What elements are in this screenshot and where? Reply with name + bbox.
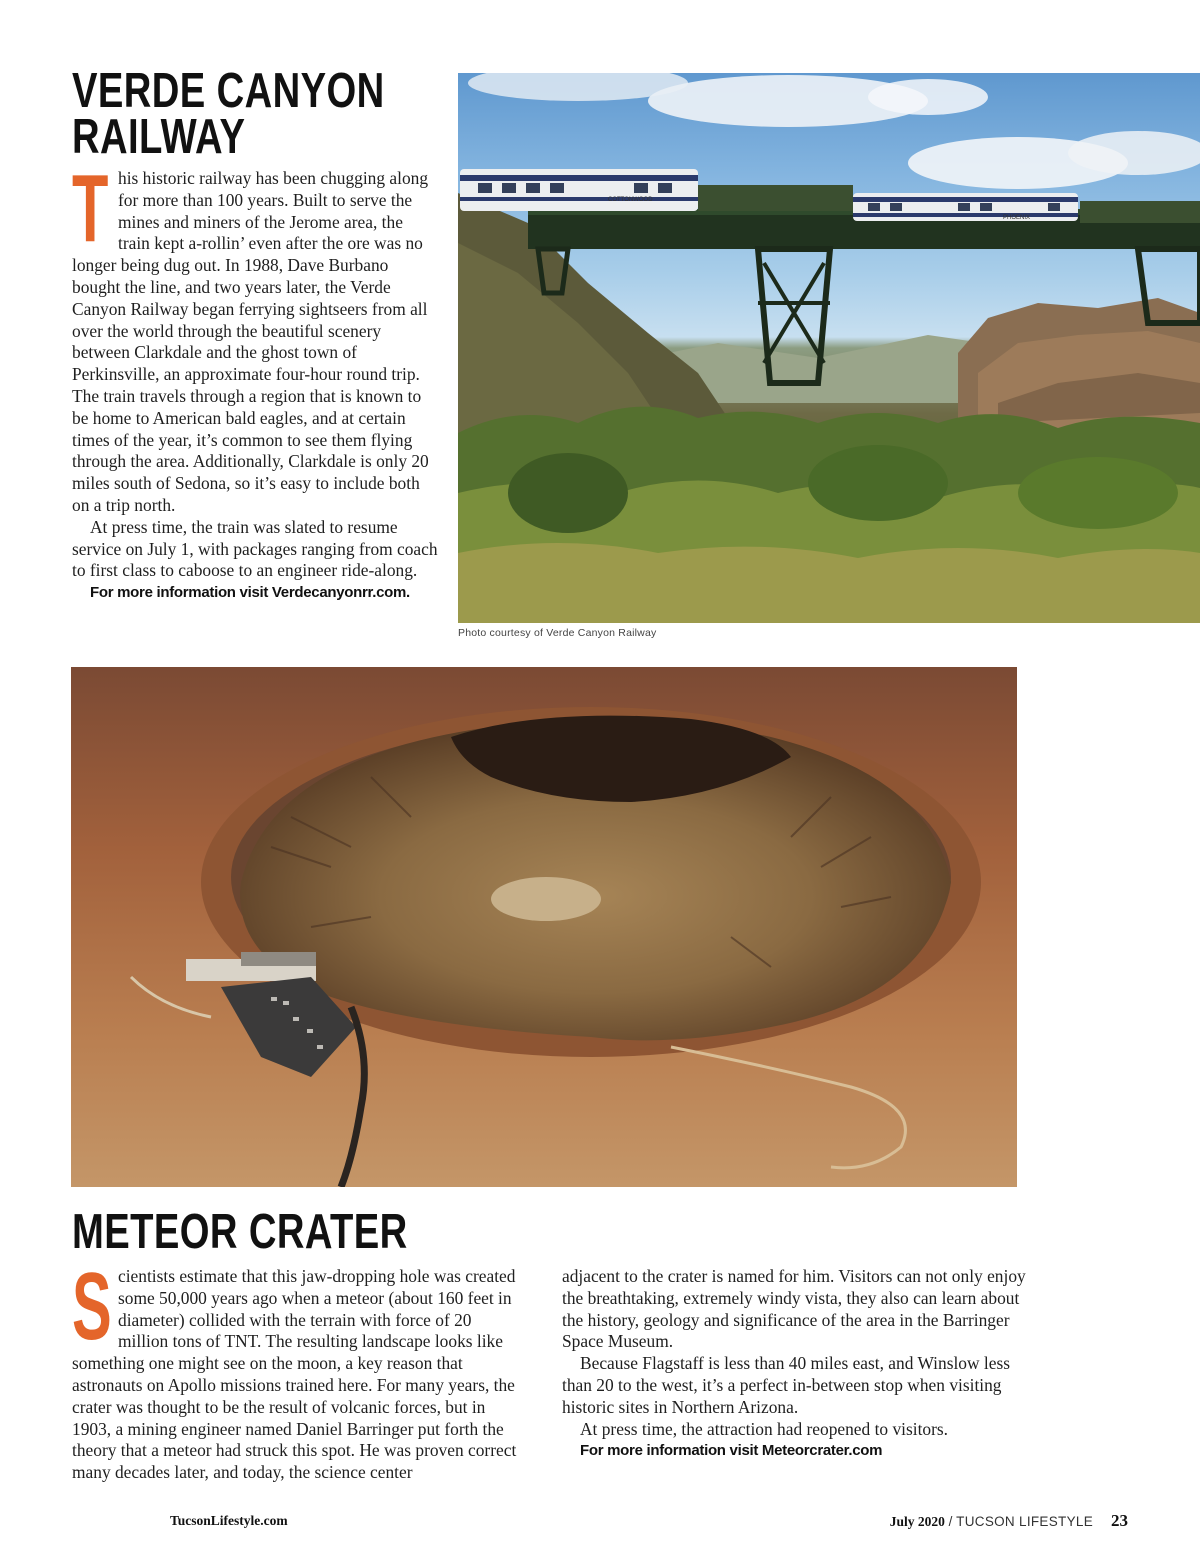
railway-headline-line2: RAILWAY (72, 110, 246, 164)
railway-more-info-link[interactable]: For more information visit Verdecanyonrr.com. (90, 584, 410, 602)
crater-article-column-2 (562, 1266, 1032, 1462)
train-bridge-photo (458, 73, 1200, 623)
crater-paragraph-2: Because Flagstaff is less than 40 miles east, and Winslow less than 20 to the west, it’s a perfect in-between stop when visiting historic sites in Northern Arizona. (562, 1353, 1010, 1417)
footer-separator: / (944, 1514, 957, 1529)
crater-paragraph-3: At press time, the attraction had reopened to visitors. (580, 1418, 949, 1439)
photo-credit: Photo courtesy of Verde Canyon Railway (458, 627, 657, 639)
page-number: 23 (1111, 1511, 1128, 1530)
railway-headline-line1: VERDE CANYON (72, 64, 385, 118)
car-label-phoenix: PHOENIX (1003, 215, 1031, 221)
railway-headline (72, 64, 431, 164)
meteor-crater-photo (71, 667, 1017, 1187)
car-label-cottonwood: COTTONWOOD (608, 197, 653, 203)
footer-folio (890, 1511, 1128, 1531)
crater-paragraph-1b: adjacent to the crater is named for him. Visitors can not only enjoy the breathtaking, extremely windy vista, they also can learn about the history, geology and significance of the area in the Barringer Space Museum. (562, 1266, 1026, 1352)
crater-article-column-1 (72, 1253, 517, 1484)
crater-more-info-link[interactable]: For more information visit Meteorcrater.com (580, 1442, 883, 1460)
footer-date: July 2020 (889, 1514, 945, 1529)
footer-magazine-name: TUCSON LIFESTYLE (956, 1514, 1093, 1529)
crater-paragraph-1a: cientists estimate that this jaw-dropping hole was created some 50,000 years ago when a meteor (about 160 feet in diameter) collided with the terrain with force of 20 million tons of TNT. The resulting landscape looks like something one might see on the moon, a key reason that astronauts on Apollo missions trained here. For many years, the crater was thought to be the result of volcanic forces, but in 1903, a mining engineer named Daniel Barringer put forth the theory that a meteor had struck this spot. He was proven correct many decades later, and today, the science center (72, 1266, 517, 1483)
railway-drop-cap: T (72, 155, 109, 262)
crater-illustration (71, 667, 1017, 1187)
railway-article-body (72, 155, 438, 604)
railway-paragraph-2: At press time, the train was slated to resume service on July 1, with packages ranging from coach to first class to caboose to an engineer ride-along. (72, 516, 438, 581)
crater-headline: METEOR CRATER (72, 1205, 408, 1259)
railway-paragraph-1: his historic railway has been chugging along for more than 100 years. Built to serve the mines and miners of the Jerome area, the train kept a-rollin’ even after the ore was no longer being dug out. In 1988, Dave Burbano bought the line, and two years later, the Verde Canyon Railway began ferrying sightseers from all over the world through the beautiful scenery between Clarkdale and the ghost town of Perkinsville, an approximate four-hour round trip. The train travels through a region that is known to be home to American bald eagles, and at certain times of the year, it’s common to see them flying through the area. Additionally, Clarkdale is only 20 miles south of Sedona, so it’s easy to include both on a trip north. (72, 168, 429, 515)
footer-website[interactable]: TucsonLifestyle.com (170, 1513, 288, 1528)
train-bridge-illustration (458, 73, 1200, 623)
crater-drop-cap: S (72, 1253, 112, 1360)
